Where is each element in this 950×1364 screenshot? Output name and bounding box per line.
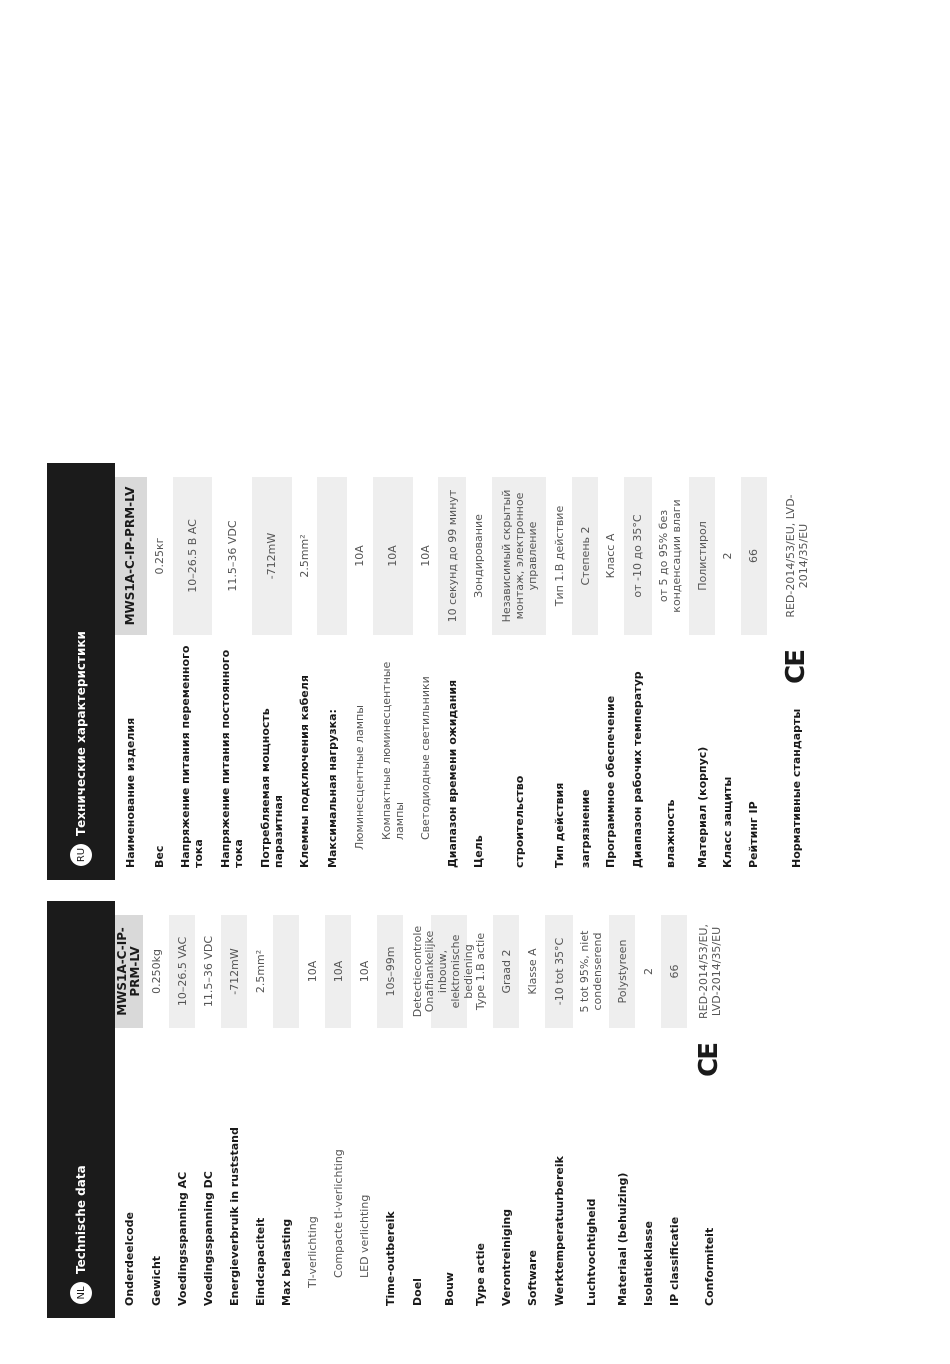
row-value: Класс А: [604, 533, 618, 579]
row-label: [741, 635, 767, 880]
row-value: 10 секунд до 99 минут: [438, 477, 466, 635]
table-row: [317, 477, 347, 880]
row-value: Тип 1.В действие: [552, 505, 566, 607]
table-row: [689, 477, 715, 880]
table-row: [147, 477, 173, 880]
row-label-text: Рейтинг IP: [747, 801, 761, 868]
row-label: [572, 635, 598, 880]
row-label-text: Energieverbruik in ruststand: [227, 1127, 241, 1306]
row-label: [492, 635, 547, 880]
table-row: [493, 915, 519, 1318]
row-label-text: влажность: [663, 799, 677, 868]
row-label-text: Materiaal (behuizing): [615, 1172, 629, 1306]
table-row: [598, 477, 624, 880]
row-label: [687, 1028, 732, 1318]
table-row: [351, 915, 377, 1318]
row-value: 10A: [305, 960, 319, 983]
table-row: [115, 477, 147, 880]
row-label: [115, 1028, 143, 1318]
table-row: [572, 477, 598, 880]
row-label-text: Software: [525, 1250, 539, 1306]
row-label: [221, 1028, 247, 1318]
row-label: [431, 1028, 467, 1318]
row-value: 2: [721, 552, 735, 560]
row-value: 10s–99m: [377, 915, 403, 1028]
row-label: [273, 1028, 299, 1318]
row-value: Полистирол: [689, 477, 715, 635]
table-row: [273, 915, 299, 1318]
row-label: [689, 635, 715, 880]
row-value: Независимый скрытый монтаж, электронное управление: [492, 477, 547, 635]
row-value: Klasse A: [525, 948, 539, 995]
table-row: [741, 477, 767, 880]
row-label-text: Max belasting: [279, 1218, 293, 1306]
table-row: [438, 477, 466, 880]
table-row: [467, 915, 493, 1318]
row-value: RED-2014/53/EU, LVD-2014/35/EU: [783, 494, 810, 618]
row-label: [609, 1028, 635, 1318]
row-value: 10A: [325, 915, 351, 1028]
row-value: Type 1.B actie: [473, 932, 487, 1011]
row-label: [143, 1028, 169, 1318]
row-label: [403, 1028, 431, 1318]
row-label: [347, 635, 373, 880]
row-label-text: Time-outbereik: [383, 1211, 397, 1306]
table-row: [635, 915, 661, 1318]
row-label-text: Люминесцентные лампы: [353, 705, 367, 850]
row-label: [519, 1028, 545, 1318]
row-label-text: IP classificatie: [667, 1216, 681, 1306]
row-label-text: Bouw: [442, 1272, 456, 1306]
row-label-text: Клеммы подключения кабеля: [297, 675, 311, 868]
ru-table-header: [47, 463, 115, 880]
table-row: [325, 915, 351, 1318]
row-label: [373, 635, 413, 880]
row-label-text: Диапазон рабочих температур: [631, 671, 645, 868]
row-label: [247, 1028, 273, 1318]
row-value: 10–26.5 VAC: [169, 915, 195, 1028]
row-value: 10A: [353, 545, 367, 567]
row-label: [467, 1028, 493, 1318]
table-row: [169, 915, 195, 1318]
table-row: [519, 915, 545, 1318]
table-row: [423, 915, 475, 1318]
row-value: [317, 477, 347, 635]
row-label: [252, 635, 292, 880]
row-value: 5 tot 95%, niet condenserend: [578, 930, 604, 1013]
table-row: [195, 915, 221, 1318]
row-value: 2: [641, 968, 655, 975]
row-value: Graad 2: [493, 915, 519, 1028]
table-row: [661, 915, 687, 1318]
row-value: от -10 до 35°C: [624, 477, 652, 635]
row-label: [147, 635, 173, 880]
table-row: [413, 477, 439, 880]
row-label: [661, 1028, 687, 1318]
row-label-text: Потребляемая мощность паразитная: [258, 708, 285, 868]
table-row: [573, 915, 609, 1318]
row-label-text: Нормативные стандарты: [790, 708, 804, 868]
row-label-text: Материал (корпус): [695, 746, 709, 868]
row-label: [195, 1028, 221, 1318]
row-label-text: Программное обеспечение: [604, 695, 618, 868]
row-label: [652, 635, 690, 880]
row-value: MWS1A-C-IP-PRM-LV: [115, 915, 143, 1028]
row-label-text: Gewicht: [149, 1255, 163, 1306]
row-label: [292, 635, 318, 880]
row-value: Detectiecontrole: [410, 925, 424, 1018]
nl-table-header: [47, 901, 115, 1318]
row-value: 10A: [418, 545, 432, 567]
table-row: [624, 477, 652, 880]
table-row: [247, 915, 273, 1318]
table-row: [299, 915, 325, 1318]
ce-mark-icon: CE: [781, 651, 812, 684]
row-value: 66: [741, 477, 767, 635]
row-value: 66: [661, 915, 687, 1028]
ru-spec-table: [47, 477, 827, 880]
row-value: 2.5mm²: [253, 949, 267, 994]
table-row: [715, 477, 741, 880]
row-label-text: Tl-verlichting: [305, 1216, 319, 1288]
row-value: от 5 до 95% без конденсации влаги: [657, 499, 684, 613]
row-label-text: загрязнение: [578, 789, 592, 868]
row-label-text: Onderdeelcode: [122, 1212, 136, 1306]
row-value: 11.5–36 VDC: [225, 520, 239, 592]
row-label-text: Luchtvochtigheid: [584, 1198, 598, 1306]
nl-spec-table: [47, 915, 747, 1318]
row-value: Onafhankelijke inbouw, elektronische bediening: [431, 915, 467, 1028]
row-label: [767, 635, 827, 880]
row-label: [351, 1028, 377, 1318]
table-row: [173, 477, 213, 880]
row-value: 0.25кг: [153, 537, 167, 575]
table-row: [687, 915, 732, 1318]
table-row: [545, 915, 573, 1318]
row-label: [466, 635, 492, 880]
row-label-text: Voedingsspanning DC: [201, 1171, 215, 1306]
ru-table-title: Технические характеристики: [74, 631, 88, 836]
row-label-text: Напряжение питания постоянного тока: [219, 649, 246, 868]
row-label-text: Eindcapaciteit: [253, 1217, 267, 1306]
row-label: [438, 635, 466, 880]
row-label: [493, 1028, 519, 1318]
row-label-text: Conformiteit: [703, 1227, 716, 1306]
row-label-text: Наименование изделия: [124, 717, 138, 868]
table-row: [609, 915, 635, 1318]
row-label-text: Werktemperatuurbereik: [552, 1156, 566, 1306]
row-label-text: Максимальная нагрузка:: [325, 709, 339, 868]
row-label-text: Doel: [410, 1278, 424, 1306]
row-label-text: Compacte tl-verlichting: [331, 1149, 345, 1278]
row-value: -712mW: [252, 477, 292, 635]
row-value: RED-2014/53/EU, LVD-2014/35/EU: [696, 924, 723, 1019]
row-value: 10–26.5 В AC: [173, 477, 213, 635]
row-label: [598, 635, 624, 880]
row-value: 10A: [357, 960, 371, 983]
row-label: [715, 635, 741, 880]
table-row: [252, 477, 292, 880]
row-label-text: Диапазон времени ожидания: [445, 679, 459, 868]
row-label: [546, 635, 572, 880]
row-label: [545, 1028, 573, 1318]
row-value: Степень 2: [572, 477, 598, 635]
row-label: [325, 1028, 351, 1318]
table-row: [221, 915, 247, 1318]
table-row: [377, 915, 403, 1318]
nl-language-badge: NL: [70, 1282, 92, 1304]
row-label-text: Type actie: [473, 1243, 487, 1306]
ru-language-badge: RU: [70, 844, 92, 866]
table-row: [292, 477, 318, 880]
row-label-text: Светодиодные светильники: [418, 676, 432, 840]
row-value: -10 tot 35°C: [545, 915, 573, 1028]
row-label: [169, 1028, 195, 1318]
row-value: 2.5mm²: [297, 534, 311, 578]
row-value: [273, 915, 299, 1028]
row-value: Polystyreen: [609, 915, 635, 1028]
row-label-text: Компактные люминесцентные лампы: [379, 661, 406, 840]
table-row: [212, 477, 252, 880]
table-row: [546, 477, 572, 880]
table-row: [373, 477, 413, 880]
row-label-text: LED verlichting: [357, 1194, 371, 1278]
row-label: [115, 635, 147, 880]
row-value: 0.250kg: [149, 949, 163, 994]
row-label-text: Напряжение питания переменного тока: [179, 645, 206, 868]
row-value: Зондирование: [472, 514, 486, 598]
row-value: 11.5–36 VDC: [201, 935, 215, 1008]
table-row: [767, 477, 827, 880]
row-label-text: Вес: [153, 845, 167, 868]
row-label-text: Цель: [472, 835, 486, 868]
row-label-text: Тип действия: [552, 782, 566, 868]
row-value: -712mW: [221, 915, 247, 1028]
table-row: [115, 915, 143, 1318]
row-label-text: Voedingsspanning AC: [175, 1171, 189, 1306]
table-row: [466, 477, 492, 880]
row-label: [377, 1028, 403, 1318]
row-label-text: строительство: [512, 775, 526, 868]
row-label-text: Isolatieklasse: [641, 1221, 655, 1306]
row-label: [635, 1028, 661, 1318]
table-row: [347, 477, 373, 880]
row-label: [573, 1028, 609, 1318]
table-row: [492, 477, 547, 880]
row-label: [299, 1028, 325, 1318]
row-label: [212, 635, 252, 880]
row-label: [173, 635, 213, 880]
table-row: [652, 477, 690, 880]
row-label: [317, 635, 347, 880]
row-label: [413, 635, 439, 880]
row-value: MWS1A-C-IP-PRM-LV: [115, 477, 147, 635]
row-label-text: Verontreiniging: [499, 1208, 513, 1306]
nl-table-title: Technische data: [74, 1165, 88, 1274]
row-label: [624, 635, 652, 880]
row-label-text: Класс защиты: [721, 776, 735, 868]
row-value: 10A: [373, 477, 413, 635]
ce-mark-icon: CE: [694, 1044, 724, 1077]
table-row: [143, 915, 169, 1318]
